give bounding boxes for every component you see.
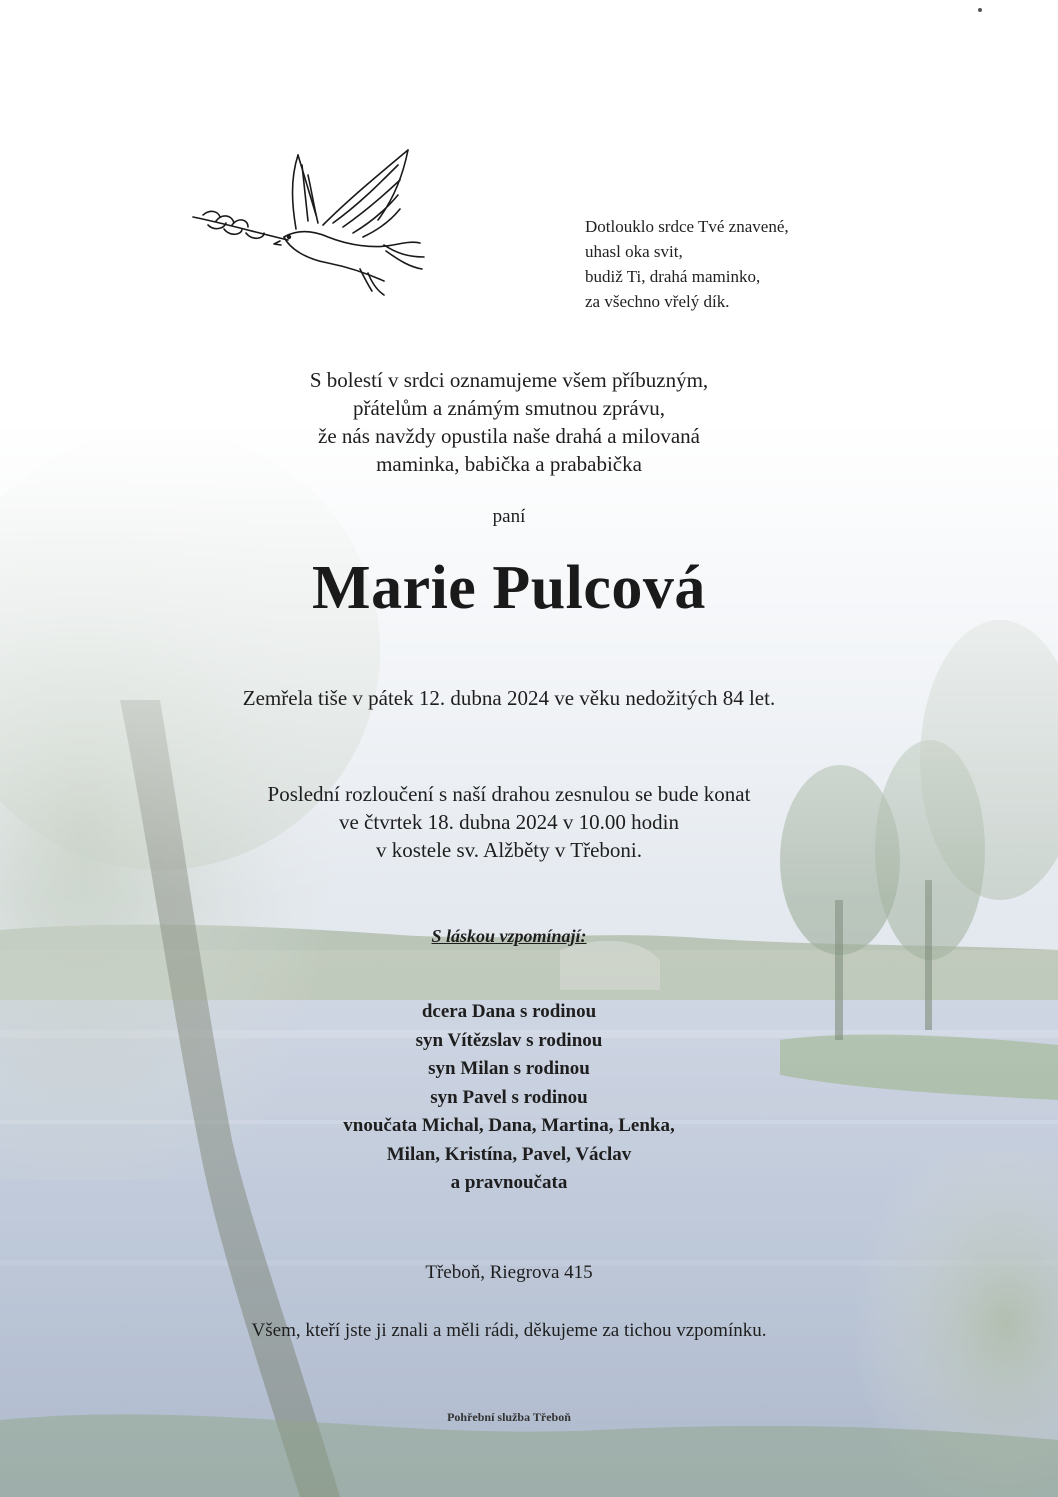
announcement-text — [0, 366, 1018, 478]
announcement-line: že nás navždy opustila naše drahá a milovaná — [318, 424, 700, 448]
deceased-name: Marie Pulcová — [312, 554, 706, 622]
memorial-poem — [585, 214, 875, 314]
farewell-line: Poslední rozloučení s naší drahou zesnulou se bude konat — [267, 782, 751, 806]
family-address: Třeboň, Riegrova 415 — [425, 1262, 593, 1283]
announcement-line: přátelům a známým smutnou zprávu, — [353, 396, 665, 420]
farewell-info — [0, 780, 1018, 864]
farewell-line: ve čtvrtek 18. dubna 2024 v 10.00 hodin — [338, 810, 680, 834]
announcement-line: maminka, babička a prababička — [376, 452, 642, 476]
mourner-line: Milan, Kristína, Pavel, Václav — [386, 1143, 632, 1165]
mourner-line: syn Milan s rodinou — [428, 1058, 590, 1079]
dove-with-olive-branch-icon — [188, 145, 428, 300]
poem-line: za všechno vřelý dík. — [585, 292, 730, 311]
mourner-line: dcera Dana s rodinou — [421, 1001, 597, 1022]
mourner-line: syn Vítězslav s rodinou — [415, 1029, 603, 1051]
mourner-line: syn Pavel s rodinou — [430, 1086, 588, 1108]
title-prefix: paní — [492, 506, 526, 527]
mourners-heading: S láskou vzpomínají: — [431, 926, 587, 946]
announcement-line: S bolestí v srdci oznamujeme všem příbuzným, — [309, 368, 709, 392]
mourner-line: vnoučata Michal, Dana, Martina, Lenka, — [343, 1115, 675, 1136]
poem-line: budiž Ti, drahá maminko, — [585, 267, 761, 286]
farewell-line: v kostele sv. Alžběty v Třeboni. — [376, 838, 642, 862]
poem-line: Dotlouklo srdce Tvé znavené, — [585, 217, 789, 236]
funeral-service-name: Pohřební služba Třeboň — [447, 1410, 571, 1424]
death-info: Zemřela tiše v pátek 12. dubna 2024 ve věku nedožitých 84 let. — [242, 686, 776, 710]
mourner-line: a pravnoučata — [450, 1172, 568, 1193]
thanks-text: Všem, kteří jste ji znali a měli rádi, děkujeme za tichou vzpomínku. — [251, 1320, 767, 1341]
scan-mark — [978, 8, 982, 12]
poem-line: uhasl oka svit, — [585, 242, 683, 261]
mourners-list — [0, 998, 1018, 1198]
